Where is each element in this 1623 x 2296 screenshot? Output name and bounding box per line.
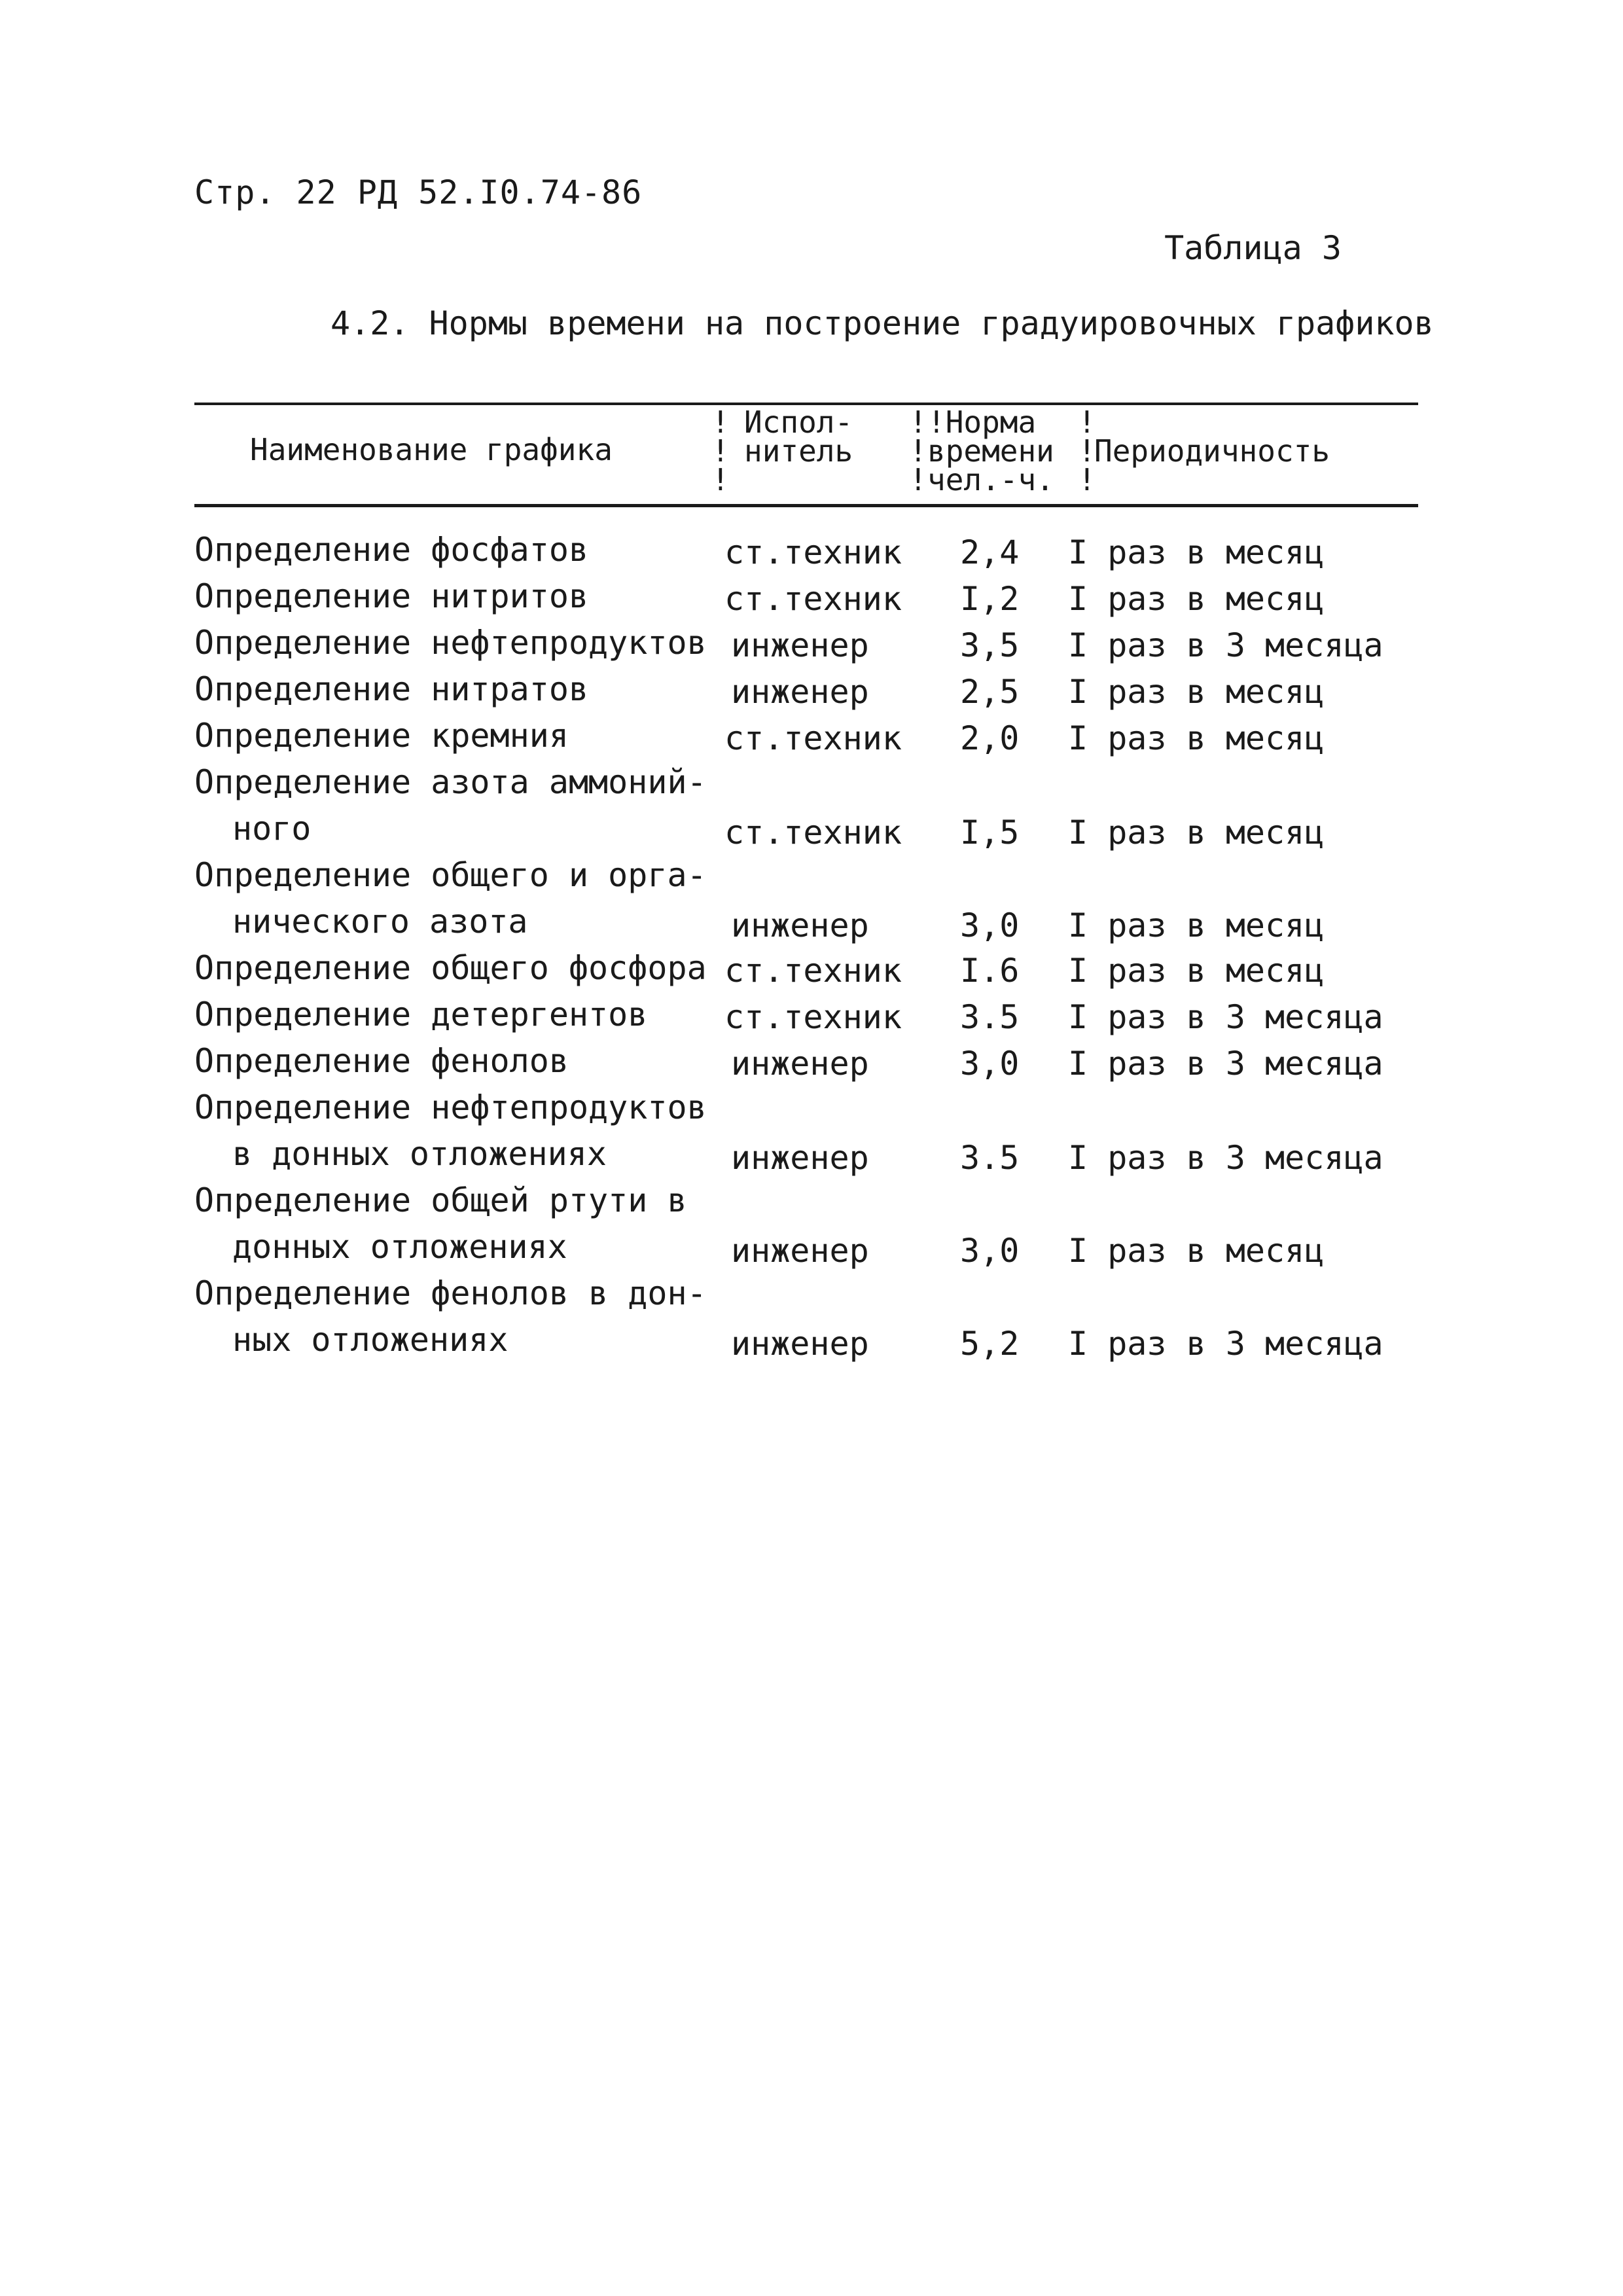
table-row [194, 759, 1418, 852]
column-header-norm: !Норма времени чел.-ч. [927, 404, 1054, 497]
column-separator: ! [711, 404, 730, 440]
column-separator: ! [1078, 404, 1096, 440]
cell-period: I раз в 3 месяца [1068, 626, 1383, 664]
table-row [194, 573, 1418, 620]
table-row [194, 1085, 1418, 1177]
cell-name: Определение нитратов [194, 670, 589, 708]
table-row [194, 666, 1418, 713]
cell-name: Определение кремния [194, 717, 569, 755]
cell-name: Определение общего и орга- [194, 856, 707, 894]
cell-executor: инженер [731, 1325, 869, 1363]
cell-period: I раз в месяц [1068, 580, 1325, 618]
cell-period: I раз в 3 месяца [1068, 998, 1383, 1036]
cell-executor: ст.техник [724, 580, 902, 618]
table-label: Таблица 3 [1164, 229, 1342, 267]
cell-period: I раз в 3 месяца [1068, 1325, 1383, 1363]
cell-period: I раз в месяц [1068, 952, 1325, 990]
table-row [194, 945, 1418, 992]
page-reference: Стр. 22 РД 52.I0.74-86 [194, 173, 643, 211]
table-row [194, 1177, 1418, 1270]
column-separator: ! [909, 433, 927, 469]
table-header-rule [194, 504, 1418, 507]
cell-norm: 5,2 [960, 1325, 1020, 1363]
column-separator: ! [909, 404, 927, 440]
cell-executor: инженер [731, 906, 869, 944]
cell-norm: 3,0 [960, 906, 1020, 944]
cell-executor: ст.техник [724, 814, 902, 852]
cell-name: ного [232, 810, 312, 848]
cell-norm: 3.5 [960, 998, 1020, 1036]
cell-executor: инженер [731, 626, 869, 664]
cell-norm: I,2 [960, 580, 1020, 618]
cell-name: в донных отложениях [232, 1135, 607, 1173]
cell-period: I раз в месяц [1068, 906, 1325, 944]
cell-name: донных отложениях [232, 1228, 567, 1266]
cell-period: I раз в месяц [1068, 673, 1325, 711]
table-row [194, 1270, 1418, 1363]
cell-name: Определение фенолов в дон- [194, 1274, 707, 1312]
cell-name: Определение фенолов [194, 1042, 569, 1080]
column-separator: ! [711, 433, 730, 469]
cell-name: Определение детергентов [194, 996, 648, 1033]
table-row [194, 527, 1418, 573]
table-row [194, 852, 1418, 945]
column-separator: ! [1078, 433, 1096, 469]
cell-executor: инженер [731, 1045, 869, 1083]
cell-period: I раз в месяц [1068, 814, 1325, 852]
cell-norm: I,5 [960, 814, 1020, 852]
cell-period: I раз в месяц [1068, 533, 1325, 571]
cell-period: I раз в 3 месяца [1068, 1045, 1383, 1083]
column-header-name: Наименование графика [250, 432, 613, 467]
cell-name: Определение нитритов [194, 577, 589, 615]
cell-norm: 3,0 [960, 1045, 1020, 1083]
cell-norm: 3,0 [960, 1232, 1020, 1270]
cell-name: ных отложениях [232, 1321, 508, 1359]
cell-name: Определение нефтепродуктов [194, 1088, 707, 1126]
cell-norm: 2,0 [960, 719, 1020, 757]
column-separator: ! [711, 462, 730, 497]
cell-name: Определение общего фосфора [194, 949, 707, 987]
table-row [194, 1038, 1418, 1085]
cell-norm: 3,5 [960, 626, 1020, 664]
cell-executor: ст.техник [724, 998, 902, 1036]
table-row [194, 620, 1418, 666]
cell-executor: инженер [731, 673, 869, 711]
cell-norm: 2,4 [960, 533, 1020, 571]
cell-executor: ст.техник [724, 952, 902, 990]
cell-period: I раз в месяц [1068, 1232, 1325, 1270]
column-header-period: Периодичность [1094, 433, 1330, 469]
cell-period: I раз в месяц [1068, 719, 1325, 757]
column-separator: ! [1078, 462, 1096, 497]
cell-executor: ст.техник [724, 533, 902, 571]
section-title: 4.2. Нормы времени на построение градуировочных графиков [330, 304, 1434, 342]
cell-name: Определение нефтепродуктов [194, 624, 707, 662]
cell-executor: инженер [731, 1232, 869, 1270]
cell-norm: 2,5 [960, 673, 1020, 711]
column-header-executor: Испол- нитель [744, 404, 853, 469]
cell-executor: инженер [731, 1139, 869, 1177]
cell-name: Определение азота аммоний- [194, 763, 707, 801]
column-separator: ! [909, 462, 927, 497]
cell-norm: I.6 [960, 952, 1020, 990]
cell-name: Определение фосфатов [194, 531, 589, 569]
cell-norm: 3.5 [960, 1139, 1020, 1177]
table-row [194, 992, 1418, 1038]
table-row [194, 713, 1418, 759]
cell-period: I раз в 3 месяца [1068, 1139, 1383, 1177]
cell-name: нического азота [232, 903, 528, 941]
cell-executor: ст.техник [724, 719, 902, 757]
cell-name: Определение общей ртути в [194, 1181, 687, 1219]
